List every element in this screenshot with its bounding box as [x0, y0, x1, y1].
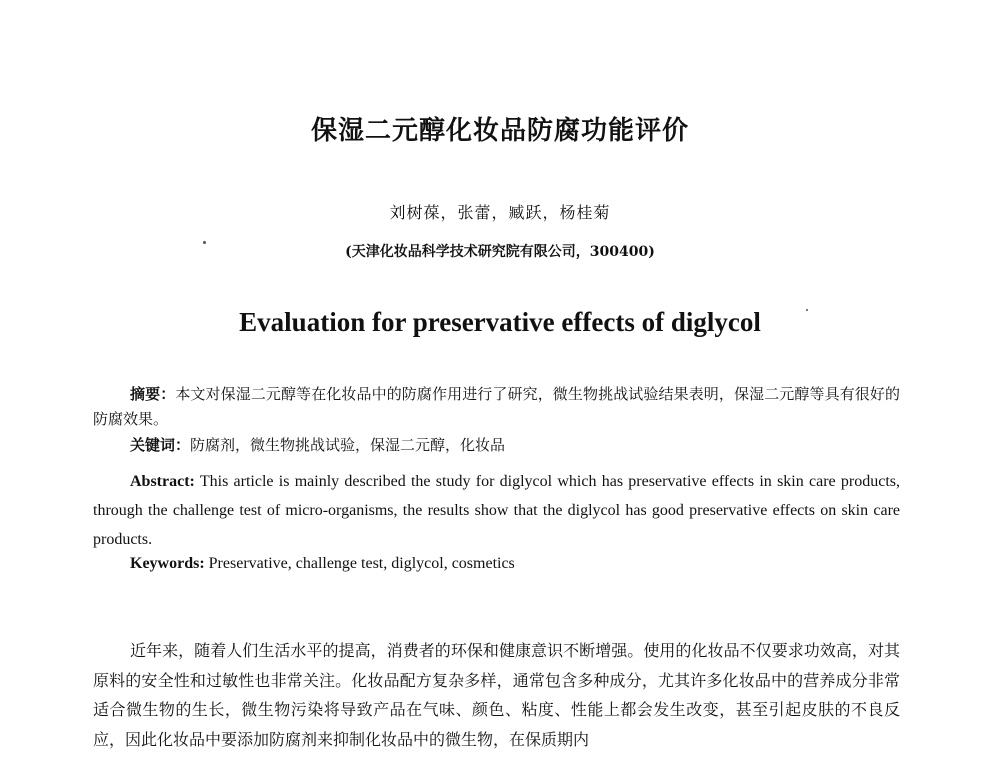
scan-speck	[203, 241, 206, 244]
chinese-abstract-text: 本文对保湿二元醇等在化妆品中的防腐作用进行了研究，微生物挑战试验结果表明，保湿二元醇等具有很好的防腐效果。	[93, 385, 900, 428]
english-keywords-text: Preservative, challenge test, diglycol, cosmetics	[204, 555, 515, 572]
english-abstract	[93, 467, 900, 554]
chinese-title: 保湿二元醇化妆品防腐功能评价	[310, 116, 689, 146]
chinese-abstract	[93, 382, 900, 431]
english-keywords-label: Keywords:	[130, 555, 205, 572]
chinese-keywords-label: 关键词：	[130, 436, 191, 454]
english-abstract-text: This article is mainly described the study for diglycol which has preservative effects in skin care products, through the challenge test of micro-organisms, the results show that the diglycol has good preservative effects on skin care products.	[93, 473, 900, 548]
chinese-keywords	[93, 433, 900, 458]
author-list: 刘树葆，张蕾，臧跃，杨桂菊	[389, 203, 611, 222]
english-abstract-label: Abstract:	[130, 473, 195, 490]
body-paragraph: 近年来，随着人们生活水平的提高，消费者的环保和健康意识不断增强。使用的化妆品不仅要求功效高，对其原料的安全性和过敏性也非常关注。化妆品配方复杂多样，通常包含多种成分，尤其许多化妆品中的营养成分非常适合微生物的生长，微生物污染将导致产品在气味、颜色、粘度、性能上都会发生改变，甚至引起皮肤的不良反应，因此化妆品中要添加防腐剂来抑制化妆品中的微生物，在保质期内	[93, 641, 900, 749]
affiliation: (天津化妆品科学技术研究院有限公司，300400)	[345, 244, 655, 260]
chinese-abstract-label: 摘要：	[130, 385, 176, 403]
english-keywords	[93, 552, 900, 577]
english-title: Evaluation for preservative effects of diglycol	[239, 307, 761, 337]
scan-speck	[806, 309, 808, 311]
chinese-keywords-text: 防腐剂，微生物挑战试验，保湿二元醇，化妆品	[190, 436, 506, 454]
